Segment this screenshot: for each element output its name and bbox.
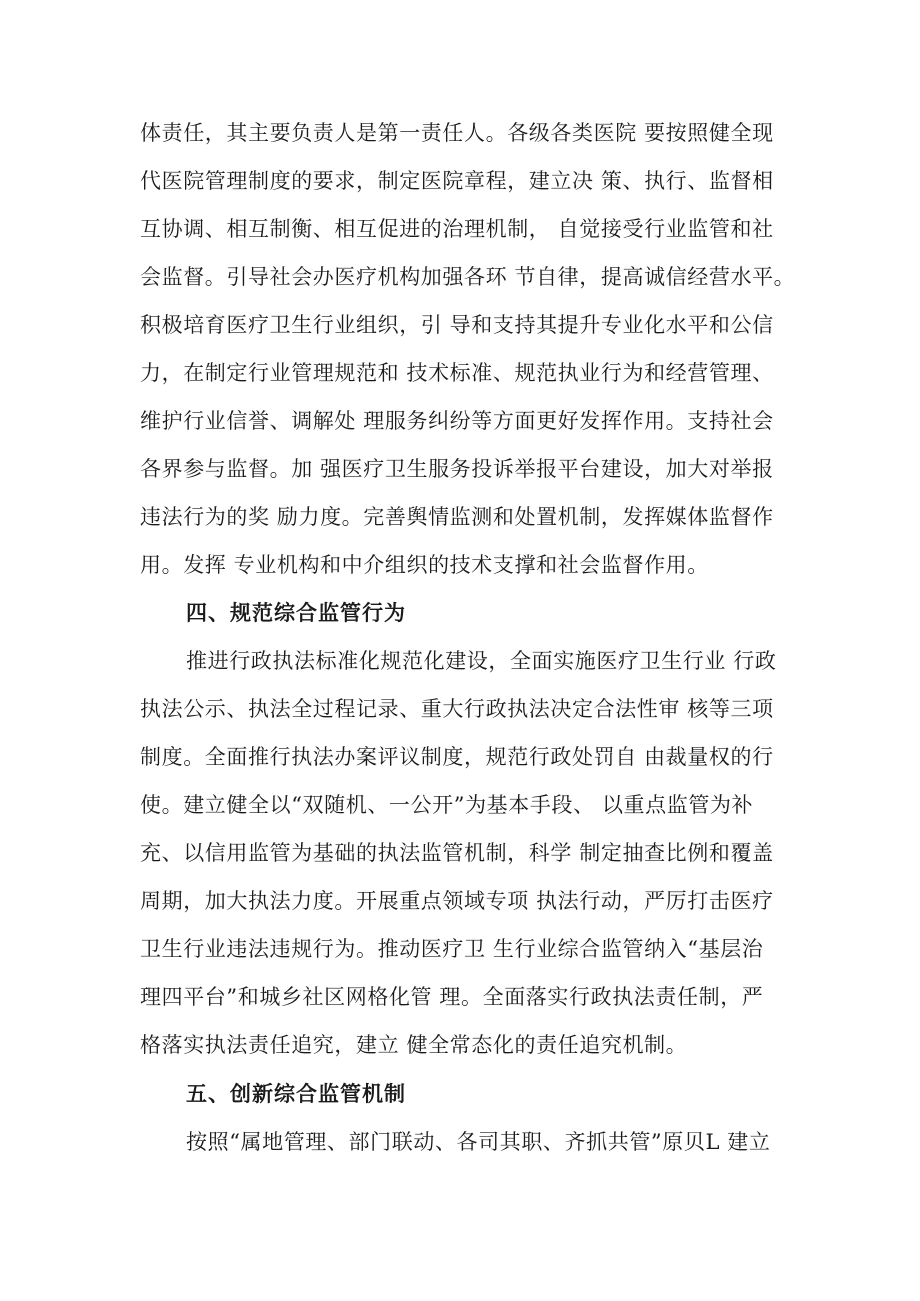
section-heading-5: 五、创新综合监管机制 (186, 1082, 406, 1106)
text-line: 代医院管理制度的要求，制定医院章程，建立决 策、执行、监督相 (140, 169, 774, 193)
text-line: 使。建立健全以“双随机、一公开”为基本手段、 以重点监管为补 (140, 793, 754, 817)
text-line: 充、以信用监管为基础的执法监管机制，科学 制定抽查比例和覆盖 (140, 841, 774, 865)
text-line: 卫生行业违法违规行为。推动医疗卫 生行业综合监管纳入“基层治 (140, 937, 764, 961)
text-line: 力，在制定行业管理规范和 技术标准、规范执业行为和经营管理、 (140, 361, 774, 385)
text-line: 会监督。引导社会办医疗机构加强各环 节自律，提高诚信经营水平。 (140, 265, 796, 289)
text-line: 体责任，其主要负责人是第一责任人。各级各类医院 要按照健全现 (140, 121, 774, 145)
text-line: 理四平台”和城乡社区网格化管 理。全面落实行政执法责任制，严 (140, 985, 764, 1009)
text-line: 互协调、相互制衡、相互促进的治理机制， 自觉接受行业监管和社 (140, 217, 774, 241)
text-line: 用。发挥 专业机构和中介组织的技术支撑和社会监督作用。 (140, 553, 709, 577)
text-line: 执法公示、执法全过程记录、重大行政执法决定合法性审 核等三项 (140, 697, 774, 721)
text-line: 制度。全面推行执法办案评议制度，规范行政处罚自 由裁量权的行 (140, 745, 774, 769)
text-line: 违法行为的奖 励力度。完善舆情监测和处置机制，发挥媒体监督作 (140, 505, 774, 529)
text-line: 积极培育医疗卫生行业组织，引 导和支持其提升专业化水平和公信 (140, 313, 774, 337)
text-line: 维护行业信誉、调解处 理服务纠纷等方面更好发挥作用。支持社会 (140, 409, 774, 433)
section-heading-4: 四、规范综合监管行为 (186, 601, 406, 625)
text-line: 各界参与监督。加 强医疗卫生服务投诉举报平台建设，加大对举报 (140, 457, 774, 481)
text-line: 推进行政执法标准化规范化建设，全面实施医疗卫生行业 行政 (186, 649, 777, 673)
text-line: 按照“属地管理、部门联动、各司其职、齐抓共管”原贝L 建立 (186, 1130, 771, 1154)
text-line: 周期，加大执法力度。开展重点领域专项 执法行动，严厉打击医疗 (140, 889, 774, 913)
text-line: 格落实执法责任追究，建立 健全常态化的责任追究机制。 (140, 1033, 688, 1057)
